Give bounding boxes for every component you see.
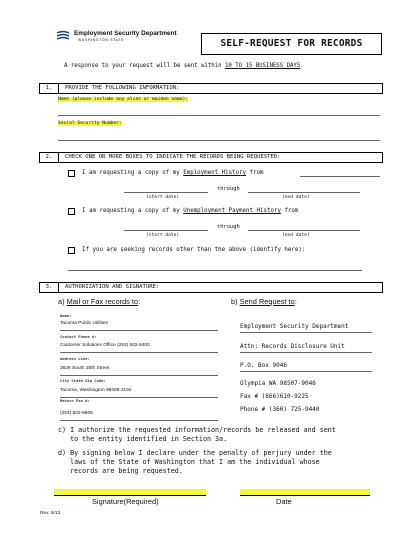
send-to-underline-3 <box>240 371 372 372</box>
send-request-heading: b) Send Request to: <box>231 297 297 306</box>
name-field-line[interactable] <box>58 115 380 116</box>
date-label: Date <box>276 497 292 506</box>
city-state-zip-label: City State Zip Code: <box>60 378 106 383</box>
send-to-line-2: Attn: Records Disclosure Unit <box>240 343 345 350</box>
unemployment-end-date-line[interactable] <box>248 230 360 231</box>
unemployment-end-caption: (end date) <box>282 233 310 238</box>
recipient-name-value[interactable]: Tacoma Public Utilities <box>60 321 108 326</box>
return-fax-value[interactable]: (253) 502-8608 <box>60 411 93 416</box>
send-to-fax: Fax # (866)610-9225 <box>240 393 309 400</box>
recipient-name-label: Name: <box>60 313 72 318</box>
employment-start-caption: (start date) <box>146 195 180 200</box>
employment-history-checkbox[interactable] <box>68 170 75 177</box>
esd-logo-icon <box>56 30 70 42</box>
other-records-checkbox[interactable] <box>68 247 75 254</box>
other-records-text: If you are seeking records other than the above (identify here): <box>82 247 306 253</box>
other-records-line[interactable] <box>68 270 362 271</box>
recipient-name-line <box>60 330 218 331</box>
mail-fax-heading: a) Mail or Fax records to: <box>58 297 141 306</box>
address-value[interactable]: 3628 South 35th Street <box>60 366 110 371</box>
revision-note: Rev. 9/13 <box>40 511 61 516</box>
section-3-header: 3. AUTHORIZATION AND SIGNATURE: <box>39 282 383 293</box>
send-to-line-3: P.O. Box 9046 <box>240 362 287 369</box>
address-label: Address Line: <box>60 356 90 361</box>
employment-end-date-line[interactable] <box>248 192 360 193</box>
send-to-underline-2 <box>240 352 372 353</box>
unemployment-through: through <box>217 224 240 230</box>
authorization-text: c) I authorize the requested information/records be released and sent to the entity identified in Section 3a. <box>58 426 336 443</box>
employment-end-caption: (end date) <box>282 195 310 200</box>
signature-line <box>54 495 206 496</box>
response-days: 10 TO 15 BUSINESS DAYS <box>224 63 301 69</box>
contact-phone-value[interactable]: Customer Solutions Office (253) 502-8400 <box>60 343 150 348</box>
address-line <box>60 375 218 376</box>
name-label: Name (please include any alias or maiden name): <box>58 97 188 102</box>
return-fax-line <box>60 420 218 421</box>
send-to-phone: Phone # (360) 725-9440 <box>240 406 320 413</box>
response-note: A response to your request will be sent within 10 TO 15 BUSINESS DAYS. <box>64 63 304 69</box>
employment-through: through <box>217 186 240 192</box>
esd-logo <box>56 30 177 44</box>
org-name: Employment Security Department <box>74 30 177 37</box>
ssn-label: Social Security Number: <box>58 121 122 126</box>
ssn-field-line[interactable] <box>58 140 380 141</box>
contact-phone-line <box>60 352 218 353</box>
declaration-text: d) By signing below I declare under the penalty of perjury under the laws of the State of Washington that I am the individual whose records are being requested. <box>58 449 332 475</box>
send-to-line-4: Olympia WA 98507-9046 <box>240 380 316 387</box>
employment-start-line-a[interactable] <box>300 176 380 177</box>
employment-history-text: I am requesting a copy of my Employment History from <box>82 170 264 176</box>
org-subtitle: WASHINGTON STATE <box>78 38 125 42</box>
unemployment-start-caption: (start date) <box>146 233 180 238</box>
return-fax-label: Return Fax #: <box>60 398 90 403</box>
city-state-zip-value[interactable]: Tacoma, Washington 98409-3192 <box>60 388 132 393</box>
employment-start-date-line[interactable] <box>124 192 208 193</box>
signature-label: Signature(Required) <box>92 497 159 506</box>
unemployment-history-checkbox[interactable] <box>68 208 75 215</box>
section-2-header: 2. CHECK ONE OR MORE BOXES TO INDICATE THE RECORDS BEING REQUESTED: <box>39 152 383 163</box>
unemployment-history-text: I am requesting a copy of my Unemployment Payment History from <box>82 208 299 214</box>
contact-phone-label: Contact Phone #: <box>60 334 97 339</box>
form-title: SELF-REQUEST FOR RECORDS <box>201 33 382 55</box>
send-to-underline-1 <box>240 332 372 333</box>
send-to-line-1: Employment Security Department <box>240 323 349 330</box>
unemployment-start-date-line[interactable] <box>124 230 208 231</box>
date-line <box>240 495 370 496</box>
section-1-header: 1. PROVIDE THE FOLLOWING INFORMATION: <box>39 83 383 94</box>
